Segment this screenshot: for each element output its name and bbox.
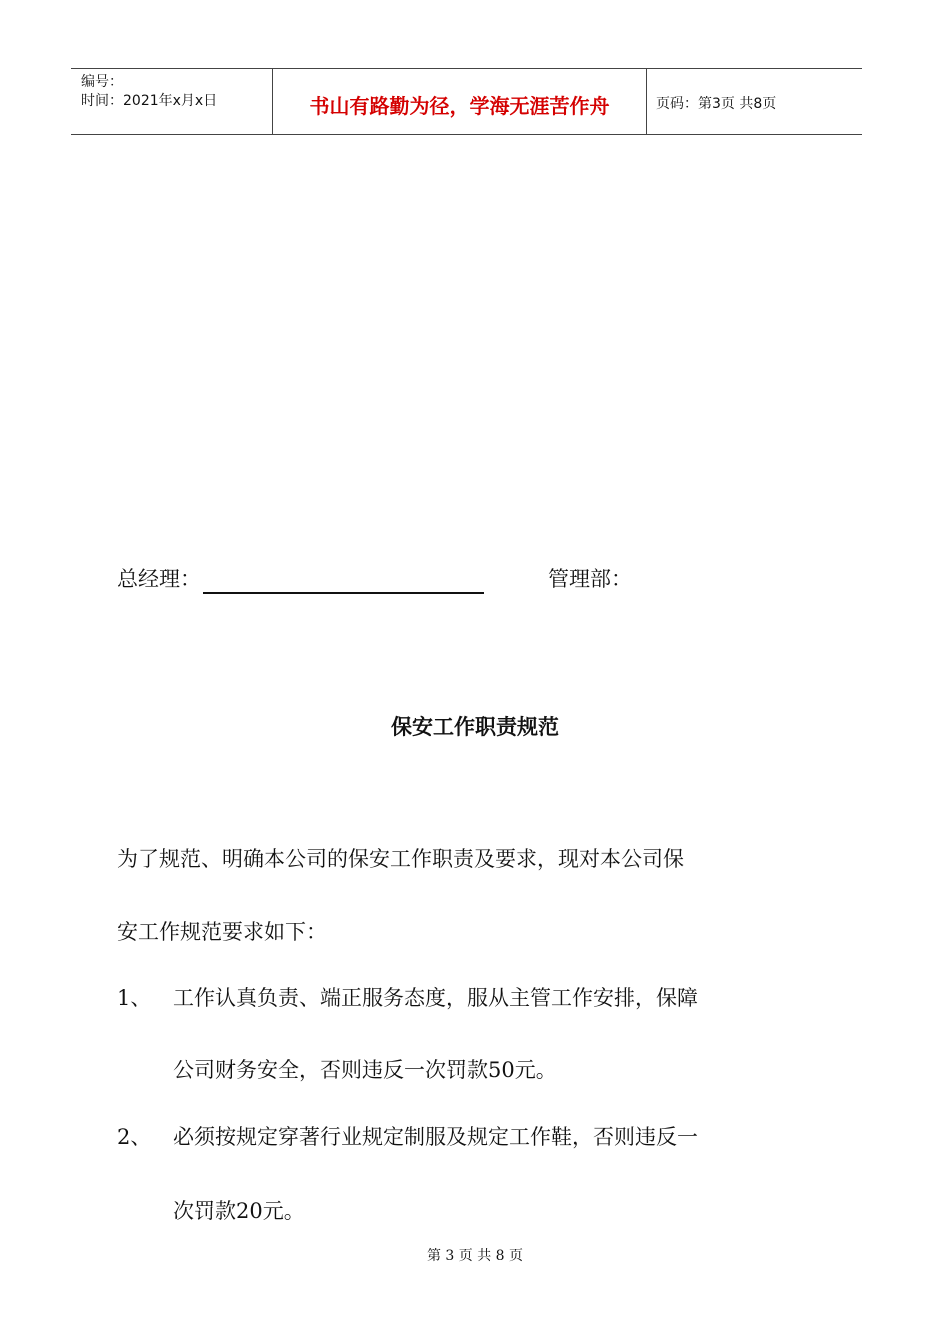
item-text: 必须按规定穿著行业规定制服及规定工作鞋，否则违反一	[173, 1125, 698, 1149]
time-label: 时间：2021年x月x日	[81, 93, 218, 109]
signature-row	[117, 564, 632, 594]
page-footer: 第 3 页 共 8 页	[426, 1248, 524, 1264]
code-label: 编号：	[81, 74, 123, 90]
item-number: 2、	[117, 1125, 152, 1149]
item-text: 工作认真负责、端正服务态度，服从主管工作安排，保障	[173, 986, 698, 1010]
document-title: 保安工作职责规范	[391, 715, 559, 739]
header-motto: 书山有路勤为径，学海无涯苦作舟	[309, 94, 610, 118]
header-meta	[81, 73, 217, 111]
item-text: 次罚款20元。	[173, 1199, 305, 1223]
intro-line: 安工作规范要求如下：	[117, 920, 327, 944]
item-text: 公司财务安全，否则违反一次罚款50元。	[173, 1058, 557, 1082]
intro-line: 为了规范、明确本公司的保安工作职责及要求，现对本公司保	[117, 847, 684, 871]
signature-line	[203, 566, 484, 594]
page-header	[71, 68, 862, 135]
item-number: 1、	[117, 986, 152, 1010]
header-divider	[646, 69, 647, 135]
header-page-code: 页码：第3页 共8页	[656, 96, 777, 112]
general-manager-label: 总经理：	[117, 567, 201, 591]
management-dept-label: 管理部：	[548, 567, 632, 591]
